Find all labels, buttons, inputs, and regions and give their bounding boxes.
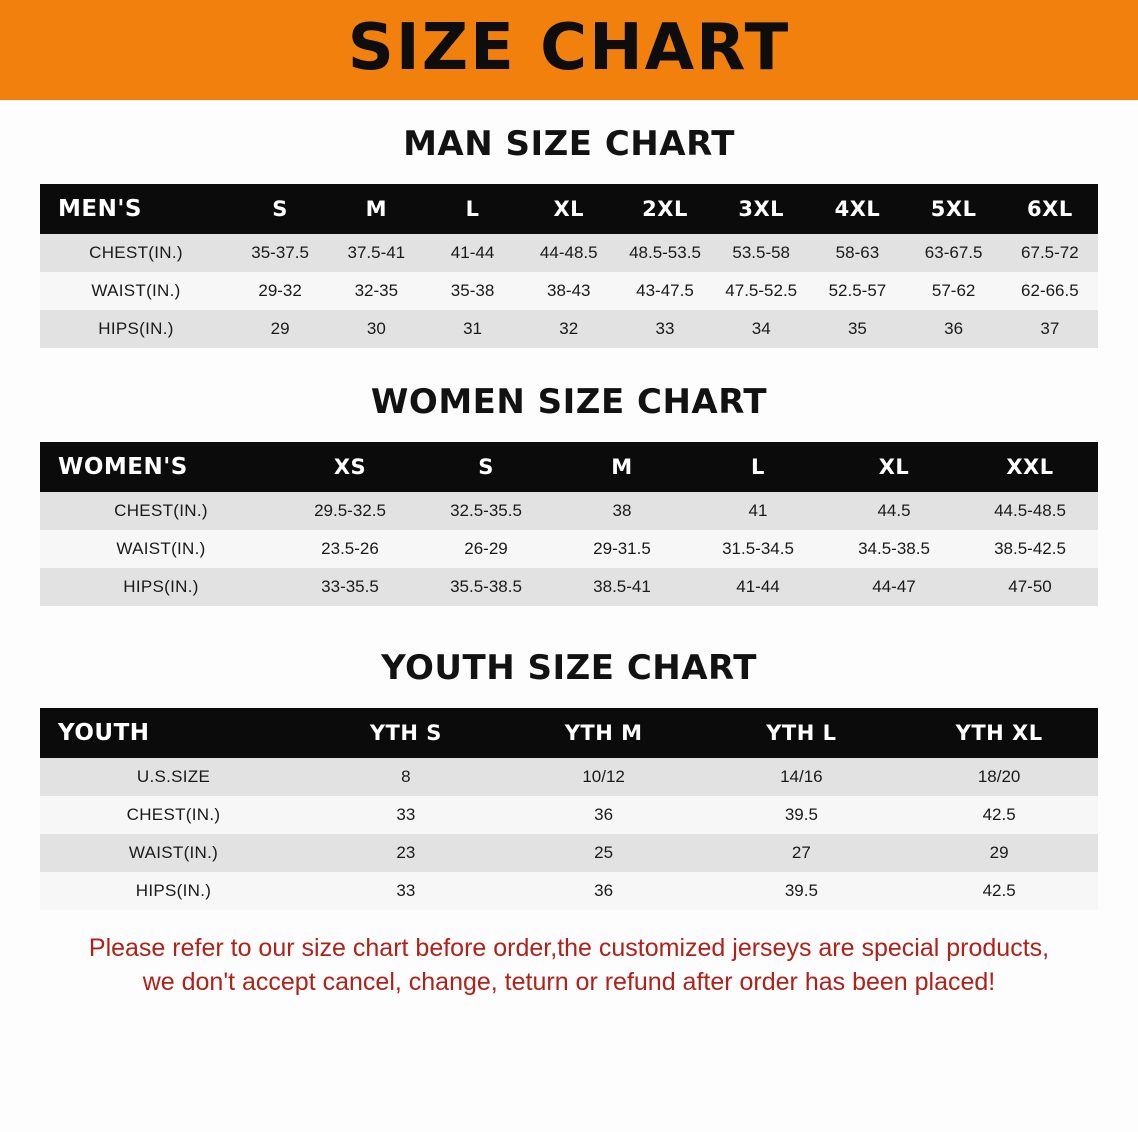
page-title: SIZE CHART [347,11,791,85]
youth-row-label-waist: WAIST(IN.) [40,834,307,872]
table-row [40,492,1098,530]
man-table-body [40,234,1098,348]
women-chest-xl: 44.5 [826,492,962,530]
women-hips-xs: 33-35.5 [282,568,418,606]
policy-note-line-2: we don't accept cancel, change, teturn or refund after order has been placed! [142,967,996,996]
man-hips-6xl: 37 [1002,310,1098,348]
man-chest-xl: 44-48.5 [521,234,617,272]
man-waist-2xl: 43-47.5 [617,272,713,310]
women-header-row [40,442,1098,492]
table-row [40,272,1098,310]
women-waist-xxl: 38.5-42.5 [962,530,1098,568]
man-chest-6xl: 67.5-72 [1002,234,1098,272]
man-row-label-hips: HIPS(IN.) [40,310,232,348]
man-waist-6xl: 62-66.5 [1002,272,1098,310]
women-waist-xs: 23.5-26 [282,530,418,568]
women-size-xxl: XXL [962,442,1098,492]
women-hips-l: 41-44 [690,568,826,606]
youth-waist-m: 25 [505,834,703,872]
table-row [40,834,1098,872]
man-hips-4xl: 35 [809,310,905,348]
women-waist-l: 31.5-34.5 [690,530,826,568]
man-chest-s: 35-37.5 [232,234,328,272]
man-row-label-chest: CHEST(IN.) [40,234,232,272]
women-waist-m: 29-31.5 [554,530,690,568]
women-size-l: L [690,442,826,492]
youth-section-title: YOUTH SIZE CHART [381,648,757,688]
man-chest-m: 37.5-41 [328,234,424,272]
man-section-title: MAN SIZE CHART [403,124,735,164]
table-row [40,310,1098,348]
youth-row-label-hips: HIPS(IN.) [40,872,307,910]
youth-size-xl: YTH XL [900,708,1098,758]
women-chest-xxl: 44.5-48.5 [962,492,1098,530]
youth-chest-m: 36 [505,796,703,834]
women-hips-xl: 44-47 [826,568,962,606]
man-waist-xl: 38-43 [521,272,617,310]
policy-note-line-1: Please refer to our size chart before order,the customized jerseys are special products, [88,934,1050,962]
man-size-table [40,184,1098,348]
youth-chest-l: 39.5 [703,796,901,834]
man-chest-3xl: 53.5-58 [713,234,809,272]
youth-ussize-l: 14/16 [703,758,901,796]
women-chest-s: 32.5-35.5 [418,492,554,530]
man-hips-5xl: 36 [906,310,1002,348]
man-size-2xl: 2XL [617,184,713,234]
man-size-4xl: 4XL [809,184,905,234]
women-hips-s: 35.5-38.5 [418,568,554,606]
women-chest-m: 38 [554,492,690,530]
youth-hips-xl: 42.5 [900,872,1098,910]
women-size-s: S [418,442,554,492]
youth-chest-xl: 42.5 [900,796,1098,834]
man-waist-3xl: 47.5-52.5 [713,272,809,310]
youth-ussize-s: 8 [307,758,505,796]
man-chest-l: 41-44 [424,234,520,272]
man-table-head [40,184,1098,234]
table-row [40,872,1098,910]
women-chest-xs: 29.5-32.5 [282,492,418,530]
man-hips-3xl: 34 [713,310,809,348]
women-size-xs: XS [282,442,418,492]
youth-header-row [40,708,1098,758]
women-size-table [40,442,1098,606]
banner [0,0,1138,100]
youth-waist-s: 23 [307,834,505,872]
women-table-wrap [0,442,1138,606]
women-section-title: WOMEN SIZE CHART [370,382,768,422]
youth-row-label-chest: CHEST(IN.) [40,796,307,834]
man-waist-s: 29-32 [232,272,328,310]
youth-size-s: YTH S [307,708,505,758]
youth-size-m: YTH M [505,708,703,758]
policy-note [36,932,1102,1000]
youth-waist-l: 27 [703,834,901,872]
man-hips-s: 29 [232,310,328,348]
youth-row-label-ussize: U.S.SIZE [40,758,307,796]
youth-hips-l: 39.5 [703,872,901,910]
youth-ussize-xl: 18/20 [900,758,1098,796]
man-size-l: L [424,184,520,234]
women-table-head [40,442,1098,492]
youth-hips-m: 36 [505,872,703,910]
man-size-m: M [328,184,424,234]
women-waist-xl: 34.5-38.5 [826,530,962,568]
man-chest-4xl: 58-63 [809,234,905,272]
man-chest-2xl: 48.5-53.5 [617,234,713,272]
women-row-label-chest: CHEST(IN.) [40,492,282,530]
youth-waist-xl: 29 [900,834,1098,872]
man-size-s: S [232,184,328,234]
women-row-label-waist: WAIST(IN.) [40,530,282,568]
youth-size-table [40,708,1098,910]
youth-size-l: YTH L [703,708,901,758]
women-row-label-hips: HIPS(IN.) [40,568,282,606]
youth-table-wrap [0,708,1138,910]
man-waist-4xl: 52.5-57 [809,272,905,310]
table-row [40,568,1098,606]
man-hips-l: 31 [424,310,520,348]
man-chest-5xl: 63-67.5 [906,234,1002,272]
women-size-m: M [554,442,690,492]
man-size-3xl: 3XL [713,184,809,234]
man-waist-m: 32-35 [328,272,424,310]
women-hips-m: 38.5-41 [554,568,690,606]
youth-header-label: YOUTH [40,708,307,758]
man-waist-5xl: 57-62 [906,272,1002,310]
youth-table-body [40,758,1098,910]
man-table-wrap [0,184,1138,348]
youth-hips-s: 33 [307,872,505,910]
man-row-label-waist: WAIST(IN.) [40,272,232,310]
youth-ussize-m: 10/12 [505,758,703,796]
youth-chest-s: 33 [307,796,505,834]
man-hips-xl: 32 [521,310,617,348]
table-row [40,758,1098,796]
man-hips-m: 30 [328,310,424,348]
table-row [40,796,1098,834]
women-hips-xxl: 47-50 [962,568,1098,606]
man-size-6xl: 6XL [1002,184,1098,234]
women-size-xl: XL [826,442,962,492]
man-header-label: MEN'S [40,184,232,234]
women-chest-l: 41 [690,492,826,530]
youth-table-head [40,708,1098,758]
table-row [40,234,1098,272]
women-header-label: WOMEN'S [40,442,282,492]
women-waist-s: 26-29 [418,530,554,568]
women-table-body [40,492,1098,606]
man-size-xl: XL [521,184,617,234]
man-hips-2xl: 33 [617,310,713,348]
man-waist-l: 35-38 [424,272,520,310]
man-header-row [40,184,1098,234]
man-size-5xl: 5XL [906,184,1002,234]
table-row [40,530,1098,568]
